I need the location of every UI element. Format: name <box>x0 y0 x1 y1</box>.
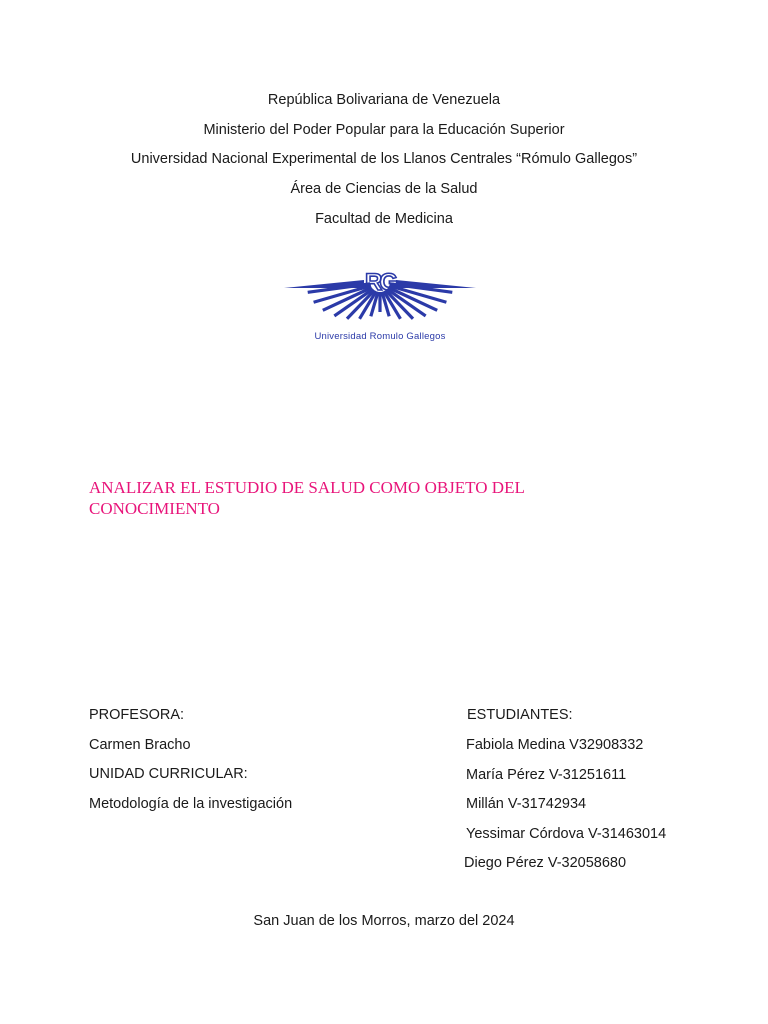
logo-wing <box>284 280 364 288</box>
course-label: UNIDAD CURRICULAR: <box>89 766 248 782</box>
header-line-university: Universidad Nacional Experimental de los Llanos Centrales “Rómulo Gallegos” <box>130 151 638 167</box>
header-line-area: Área de Ciencias de la Salud <box>290 181 478 197</box>
header-line-ministry: Ministerio del Poder Popular para la Educación Superior <box>203 122 565 138</box>
student-item: Millán V-31742934 <box>466 796 587 812</box>
course-name: Metodología de la investigación <box>89 796 293 812</box>
students-label: ESTUDIANTES: <box>467 707 573 723</box>
header-line-faculty: Facultad de Medicina <box>315 211 453 227</box>
student-item: Fabiola Medina V32908332 <box>466 737 644 753</box>
logo-text: Universidad Romulo Gallegos <box>314 331 446 342</box>
student-item: Yessimar Córdova V-31463014 <box>466 826 667 842</box>
logo-monogram: RG <box>365 269 395 296</box>
professor-name: Carmen Bracho <box>89 737 191 753</box>
logo-wing <box>396 280 476 288</box>
student-item: María Pérez V-31251611 <box>466 767 627 783</box>
footer-place-date: San Juan de los Morros, marzo del 2024 <box>253 913 515 929</box>
header-line-republic: República Bolivariana de Venezuela <box>267 92 501 108</box>
professor-label: PROFESORA: <box>89 707 185 723</box>
student-item: Diego Pérez V-32058680 <box>464 855 627 871</box>
document-title: ANALIZAR EL ESTUDIO DE SALUD COMO OBJETO DEL CONOCIMIENTO <box>89 478 525 518</box>
